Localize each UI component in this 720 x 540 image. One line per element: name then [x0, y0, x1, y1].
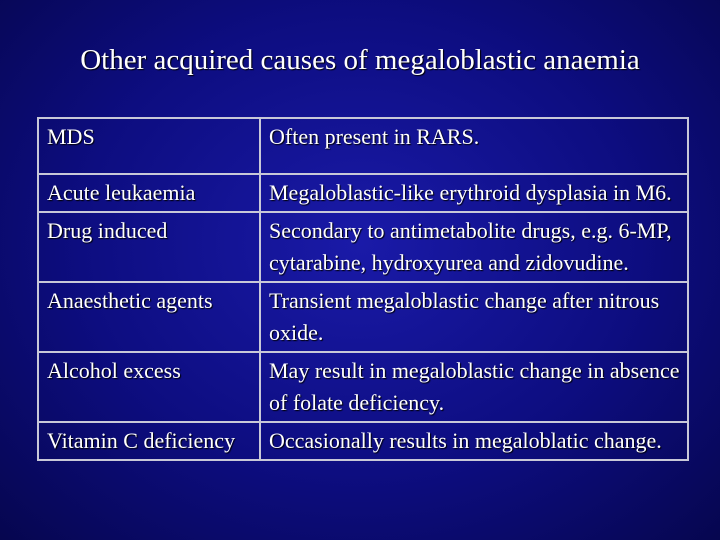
description-cell: Occasionally results in megaloblatic change. — [260, 422, 688, 460]
cause-cell: Acute leukaemia — [38, 174, 260, 212]
table-row — [38, 174, 688, 212]
table-row — [38, 422, 688, 460]
cause-cell: Drug induced — [38, 212, 260, 282]
description-cell: Secondary to antimetabolite drugs, e.g. 6-MP, cytarabine, hydroxyurea and zidovudine. — [260, 212, 688, 282]
table-row — [38, 118, 688, 174]
table-row — [38, 282, 688, 352]
description-cell: Transient megaloblastic change after nitrous oxide. — [260, 282, 688, 352]
table-row — [38, 352, 688, 422]
cause-cell: Anaesthetic agents — [38, 282, 260, 352]
description-cell: Often present in RARS. — [260, 118, 688, 174]
cause-cell: MDS — [38, 118, 260, 174]
cause-cell: Alcohol excess — [38, 352, 260, 422]
slide-title: Other acquired causes of megaloblastic anaemia — [80, 44, 640, 76]
description-cell: May result in megaloblastic change in absence of folate deficiency. — [260, 352, 688, 422]
causes-table — [37, 117, 689, 461]
description-cell: Megaloblastic-like erythroid dysplasia in M6. — [260, 174, 688, 212]
table-row — [38, 212, 688, 282]
cause-cell: Vitamin C deficiency — [38, 422, 260, 460]
